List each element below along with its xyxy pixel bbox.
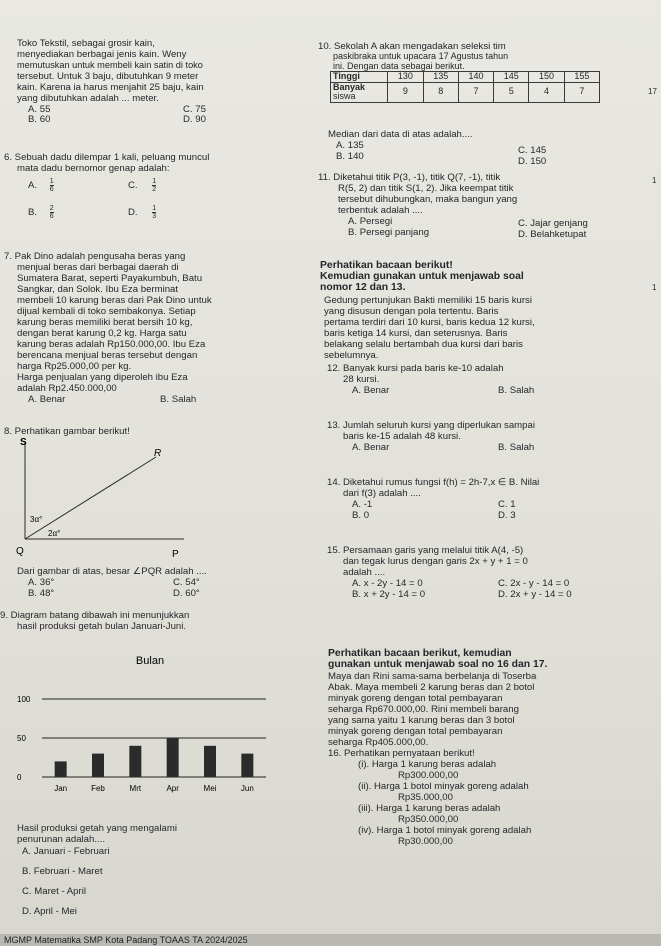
q13-line: baris ke-15 adalah 48 kursi.: [343, 431, 461, 442]
table-cell: 130: [388, 72, 423, 83]
reading-line: Maya dan Rini sama-sama berbelanja di Toserba: [328, 671, 537, 682]
q13-line: 13. Jumlah seluruh kursi yang diperlukan sampai: [327, 420, 535, 431]
q7-line: dijual kembali di toko sembakonya. Setiap: [17, 306, 196, 317]
q11-option-d[interactable]: D. Belahketupat: [518, 229, 587, 240]
q15-option-b[interactable]: B. x + 2y - 14 = 0: [352, 589, 426, 600]
q6-option-c[interactable]: [128, 178, 156, 193]
q8-option-b[interactable]: B. 48°: [28, 588, 55, 599]
table-row-head: Banyak: [331, 82, 388, 92]
q5-line: tersebut. Untuk 3 baju, dibutuhkan 9 meter: [17, 71, 199, 82]
q16-statement-iii-value: Rp350.000,00: [398, 814, 459, 825]
q7-option-a[interactable]: A. Benar: [28, 394, 66, 405]
x-tick-label: Mrt: [129, 784, 142, 793]
q8-option-a[interactable]: A. 36°: [28, 577, 55, 588]
q8-option-d[interactable]: D. 60°: [173, 588, 200, 599]
q6-line: 6. Sebuah dadu dilempar 1 kali, peluang muncul: [4, 152, 210, 163]
q14-line: 14. Diketahui rumus fungsi f(h) = 2h-7,x ∈ B. Nilai: [327, 477, 540, 488]
q15-option-a[interactable]: A. x - 2y - 14 = 0: [352, 578, 423, 589]
page-footer: MGMP Matematika SMP Kota Padang TOAAS TA 2024/2025: [0, 934, 661, 946]
q11-option-b[interactable]: B. Persegi panjang: [348, 227, 430, 238]
reading-line: seharga Rp670.000,00. Rini membeli barang: [328, 704, 519, 715]
reading-line: baris ketiga 14 kursi, dan seterusnya. Baris: [324, 328, 508, 339]
bar: [204, 746, 216, 777]
q6-c-fraction: [152, 178, 156, 193]
section-instruction: nomor 12 dan 13.: [320, 282, 406, 293]
height-data-table: [330, 71, 600, 103]
q11-line: tersebut dihubungkan, maka bangun yang: [338, 194, 518, 205]
reading-line: yang sama yaitu 1 karung beras dan 3 botol: [328, 715, 515, 726]
q12-option-b[interactable]: B. Salah: [498, 385, 535, 396]
q11-line: 11. Diketahui titik P(3, -1), titik Q(7, -1), titik: [318, 172, 501, 183]
table-row-head: Tinggi: [331, 72, 388, 83]
q12-line: 28 kursi.: [343, 374, 380, 385]
q14-option-b[interactable]: B. 0: [352, 510, 370, 521]
edge-mark: 17: [648, 87, 657, 96]
q6-b-fraction: [50, 205, 54, 220]
table-cell: 7: [564, 82, 599, 102]
q10-option-a[interactable]: A. 135: [336, 140, 364, 151]
table-cell: 8: [423, 82, 458, 102]
q16-statement-ii-value: Rp35.000,00: [398, 792, 453, 803]
chart-title: Bulan: [135, 655, 165, 667]
table-cell: 150: [529, 72, 564, 83]
q9-line: Hasil produksi getah yang mengalami: [17, 823, 177, 834]
q9-option-d[interactable]: D. April - Mei: [22, 906, 77, 917]
x-tick-label: Feb: [91, 784, 105, 793]
label-r: R: [154, 448, 162, 459]
q15-line: dan tegak lurus dengan garis 2x + y + 1 = 0: [343, 556, 528, 567]
q15-line: 15. Persamaan garis yang melalui titik A(4, -5): [327, 545, 524, 556]
reading-line: seharga Rp405.000,00.: [328, 737, 429, 748]
label-s: S: [20, 437, 27, 448]
reading-line: pertama terdiri dari 10 kursi, baris kedua 12 kursi,: [324, 317, 535, 328]
q6-option-a[interactable]: [28, 178, 54, 193]
q5-line: memutuskan untuk membeli kain satin di toko: [17, 60, 203, 70]
fraction-numerator: 2: [49, 205, 54, 212]
y-tick-label: 100: [17, 695, 31, 704]
table-cell: 155: [564, 72, 599, 83]
q7-line: Sumatera Barat, seperti Payakumbuh, Batu: [17, 273, 203, 284]
bar: [167, 738, 179, 777]
q7-line: dengan berat karung 0,2 kg. Harga satu: [17, 328, 187, 339]
q12-line: 12. Banyak kursi pada baris ke-10 adalah: [327, 363, 504, 374]
angle-figure: [14, 437, 214, 567]
fraction-denominator: 6: [49, 213, 54, 220]
ray-qr: [25, 457, 156, 539]
fraction-numerator: 1: [152, 205, 157, 212]
table-cell: 4: [529, 82, 564, 102]
q5-line: kain. Karena ia harus menjahit 25 baju, kain: [17, 82, 204, 93]
q14-line: dari f(3) adalah ....: [343, 488, 421, 499]
section-title: Perhatikan bacaan berikut, kemudian: [328, 648, 512, 659]
q6-a-fraction: [50, 178, 54, 193]
q14-option-c[interactable]: C. 1: [498, 499, 516, 510]
label-p: P: [172, 549, 179, 560]
table-cell: 140: [458, 72, 493, 83]
table-cell: 135: [423, 72, 458, 83]
q9-line: 9. Diagram batang dibawah ini menunjukkan: [0, 610, 190, 621]
q11-line: terbentuk adalah ....: [338, 205, 423, 216]
q7-line: Sangkar, dan Solok. Ibu Eza berminat: [17, 284, 179, 295]
bar: [241, 754, 253, 777]
q5-line: Toko Tekstil, sebagai grosir kain,: [17, 38, 155, 49]
y-tick-label: 50: [17, 734, 26, 743]
q7-line: berencana menjual beras tersebut dengan: [17, 350, 198, 361]
y-tick-label: 0: [17, 773, 22, 782]
q6-d-fraction: [152, 205, 156, 220]
q8-line: 8. Perhatikan gambar berikut!: [4, 426, 130, 437]
q7-line: 7. Pak Dino adalah pengusaha beras yang: [4, 251, 186, 262]
x-tick-label: Mei: [203, 784, 217, 793]
q10-line: 10. Sekolah A akan mengadakan seleksi tim: [318, 41, 506, 52]
q6-c-letter: C.: [128, 180, 138, 192]
bar: [129, 746, 141, 777]
q5-line: yang dibutuhkan adalah ... meter.: [17, 93, 159, 104]
q16-statement-i[interactable]: (i). Harga 1 karung beras adalah: [358, 759, 497, 770]
q8-option-c[interactable]: C. 54°: [173, 577, 200, 588]
q14-option-a[interactable]: A. -1: [352, 499, 373, 510]
fraction-denominator: 2: [152, 186, 157, 193]
q16-statement-i-value: Rp300.000,00: [398, 770, 459, 781]
q7-line: menjual beras dari berbagai daerah di: [17, 262, 179, 273]
x-tick-label: Jun: [240, 784, 254, 793]
q9-option-c[interactable]: C. Maret - April: [22, 886, 86, 897]
table-cell: 5: [494, 82, 529, 102]
section-instruction: Kemudian gunakan untuk menjawab soal: [320, 271, 524, 282]
edge-mark: 1: [652, 176, 657, 185]
section-instruction: gunakan untuk menjawab soal no 16 dan 17.: [328, 659, 548, 670]
label-q: Q: [16, 546, 24, 557]
q11-option-a[interactable]: A. Persegi: [348, 216, 393, 227]
q11-option-c[interactable]: C. Jajar genjang: [518, 218, 588, 229]
q7-line: harga Rp25.000,00 per kg.: [17, 361, 132, 372]
reading-line: minyak goreng dengan total pembayaran: [328, 726, 503, 737]
x-tick-label: Jan: [54, 784, 68, 793]
q7-line: Harga penjualan yang diperoleh ibu Eza: [17, 372, 188, 383]
q6-d-letter: D.: [128, 207, 138, 219]
q10-option-b[interactable]: B. 140: [336, 151, 364, 162]
q14-option-d[interactable]: D. 3: [498, 510, 516, 521]
q9-option-b[interactable]: B. Februari - Maret: [22, 866, 103, 877]
q6-line: mata dadu bernomor genap adalah:: [17, 163, 170, 174]
q11-line: R(5, 2) dan titik S(1, 2). Jika keempat titik: [338, 183, 514, 194]
reading-line: minyak goreng dengan total pembayaran: [328, 693, 503, 704]
q13-option-a[interactable]: A. Benar: [352, 442, 390, 453]
q10-question: Median dari data di atas adalah....: [328, 129, 473, 140]
bar-chart: [14, 645, 274, 795]
q5-option-a[interactable]: A. 55: [28, 104, 51, 115]
bar: [92, 754, 104, 777]
q6-option-b[interactable]: [28, 205, 54, 220]
q7-line: membeli 10 karung beras dari Pak Dino untuk: [17, 295, 212, 306]
angle-2a: 2α°: [48, 529, 61, 538]
q16-statement-iv-value: Rp30.000,00: [398, 836, 453, 847]
x-tick-label: Apr: [166, 784, 179, 793]
q16-statement-ii[interactable]: (ii). Harga 1 botol minyak goreng adalah: [358, 781, 529, 792]
fraction-numerator: 1: [49, 178, 54, 185]
q10-option-d[interactable]: D. 150: [518, 156, 547, 167]
q13-option-b[interactable]: B. Salah: [498, 442, 535, 453]
edge-mark: 1: [652, 283, 657, 292]
q16-statement-iv[interactable]: (iv). Harga 1 botol minyak goreng adalah: [358, 825, 532, 836]
angle-3a: 3α°: [30, 515, 43, 524]
q5-option-b[interactable]: B. 60: [28, 114, 51, 125]
fraction-denominator: 6: [49, 186, 54, 193]
q5-line: menyediakan berbagai jenis kain. Weny: [17, 49, 187, 60]
section-title: Perhatikan bacaan berikut!: [320, 260, 453, 271]
q10-line: ini. Dengan data sebagai berikut.: [333, 61, 465, 71]
q12-option-a[interactable]: A. Benar: [352, 385, 390, 396]
q16-statement-iii[interactable]: (iii). Harga 1 karung beras adalah: [358, 803, 501, 814]
q7-option-b[interactable]: B. Salah: [160, 394, 197, 405]
q7-line: adalah Rp2.450.000,00: [17, 383, 117, 394]
reading-line: yang disusun dengan pola tertentu. Baris: [324, 306, 499, 317]
reading-line: Abak. Maya membeli 2 karung beras dan 2 botol: [328, 682, 535, 693]
reading-line: Gedung pertunjukan Bakti memiliki 15 baris kursi: [324, 295, 532, 306]
q5-option-c[interactable]: C. 75: [183, 104, 206, 115]
table-cell: 9: [388, 82, 423, 102]
reading-line: belakang selalu bertambah dua kursi dari baris: [324, 339, 523, 350]
q16-line: 16. Perhatikan pernyataan berikut!: [328, 748, 475, 759]
fraction-numerator: 1: [152, 178, 157, 185]
q6-b-letter: B.: [28, 207, 38, 219]
q6-a-letter: A.: [28, 180, 38, 192]
table-cell: 145: [494, 72, 529, 83]
q8-line: Dari gambar di atas, besar ∠PQR adalah ....: [17, 566, 207, 577]
q10-option-c[interactable]: C. 145: [518, 145, 547, 156]
bar: [55, 761, 67, 777]
reading-line: sebelumnya.: [324, 350, 379, 361]
q15-line: adalah ....: [343, 567, 386, 578]
table-cell: 7: [458, 82, 493, 102]
q15-option-d[interactable]: D. 2x + y - 14 = 0: [498, 589, 572, 600]
q15-option-c[interactable]: C. 2x - y - 14 = 0: [498, 578, 570, 589]
q9-line: hasil produksi getah bulan Januari-Juni.: [17, 621, 187, 632]
fraction-denominator: 3: [152, 213, 157, 220]
q7-line: karung beras memiliki berat bersih 10 kg,: [17, 317, 193, 328]
q9-line: penurunan adalah....: [17, 834, 106, 845]
q10-line: paskibraka untuk upacara 17 Agustus tahun: [333, 51, 509, 61]
q9-option-a[interactable]: A. Januari - Februari: [22, 846, 110, 857]
q5-option-d[interactable]: D. 90: [183, 114, 206, 125]
q6-option-d[interactable]: [128, 205, 156, 220]
q7-line: karung beras adalah Rp150.000,00. Ibu Eza: [17, 339, 206, 350]
table-row-head: siswa: [331, 92, 388, 102]
